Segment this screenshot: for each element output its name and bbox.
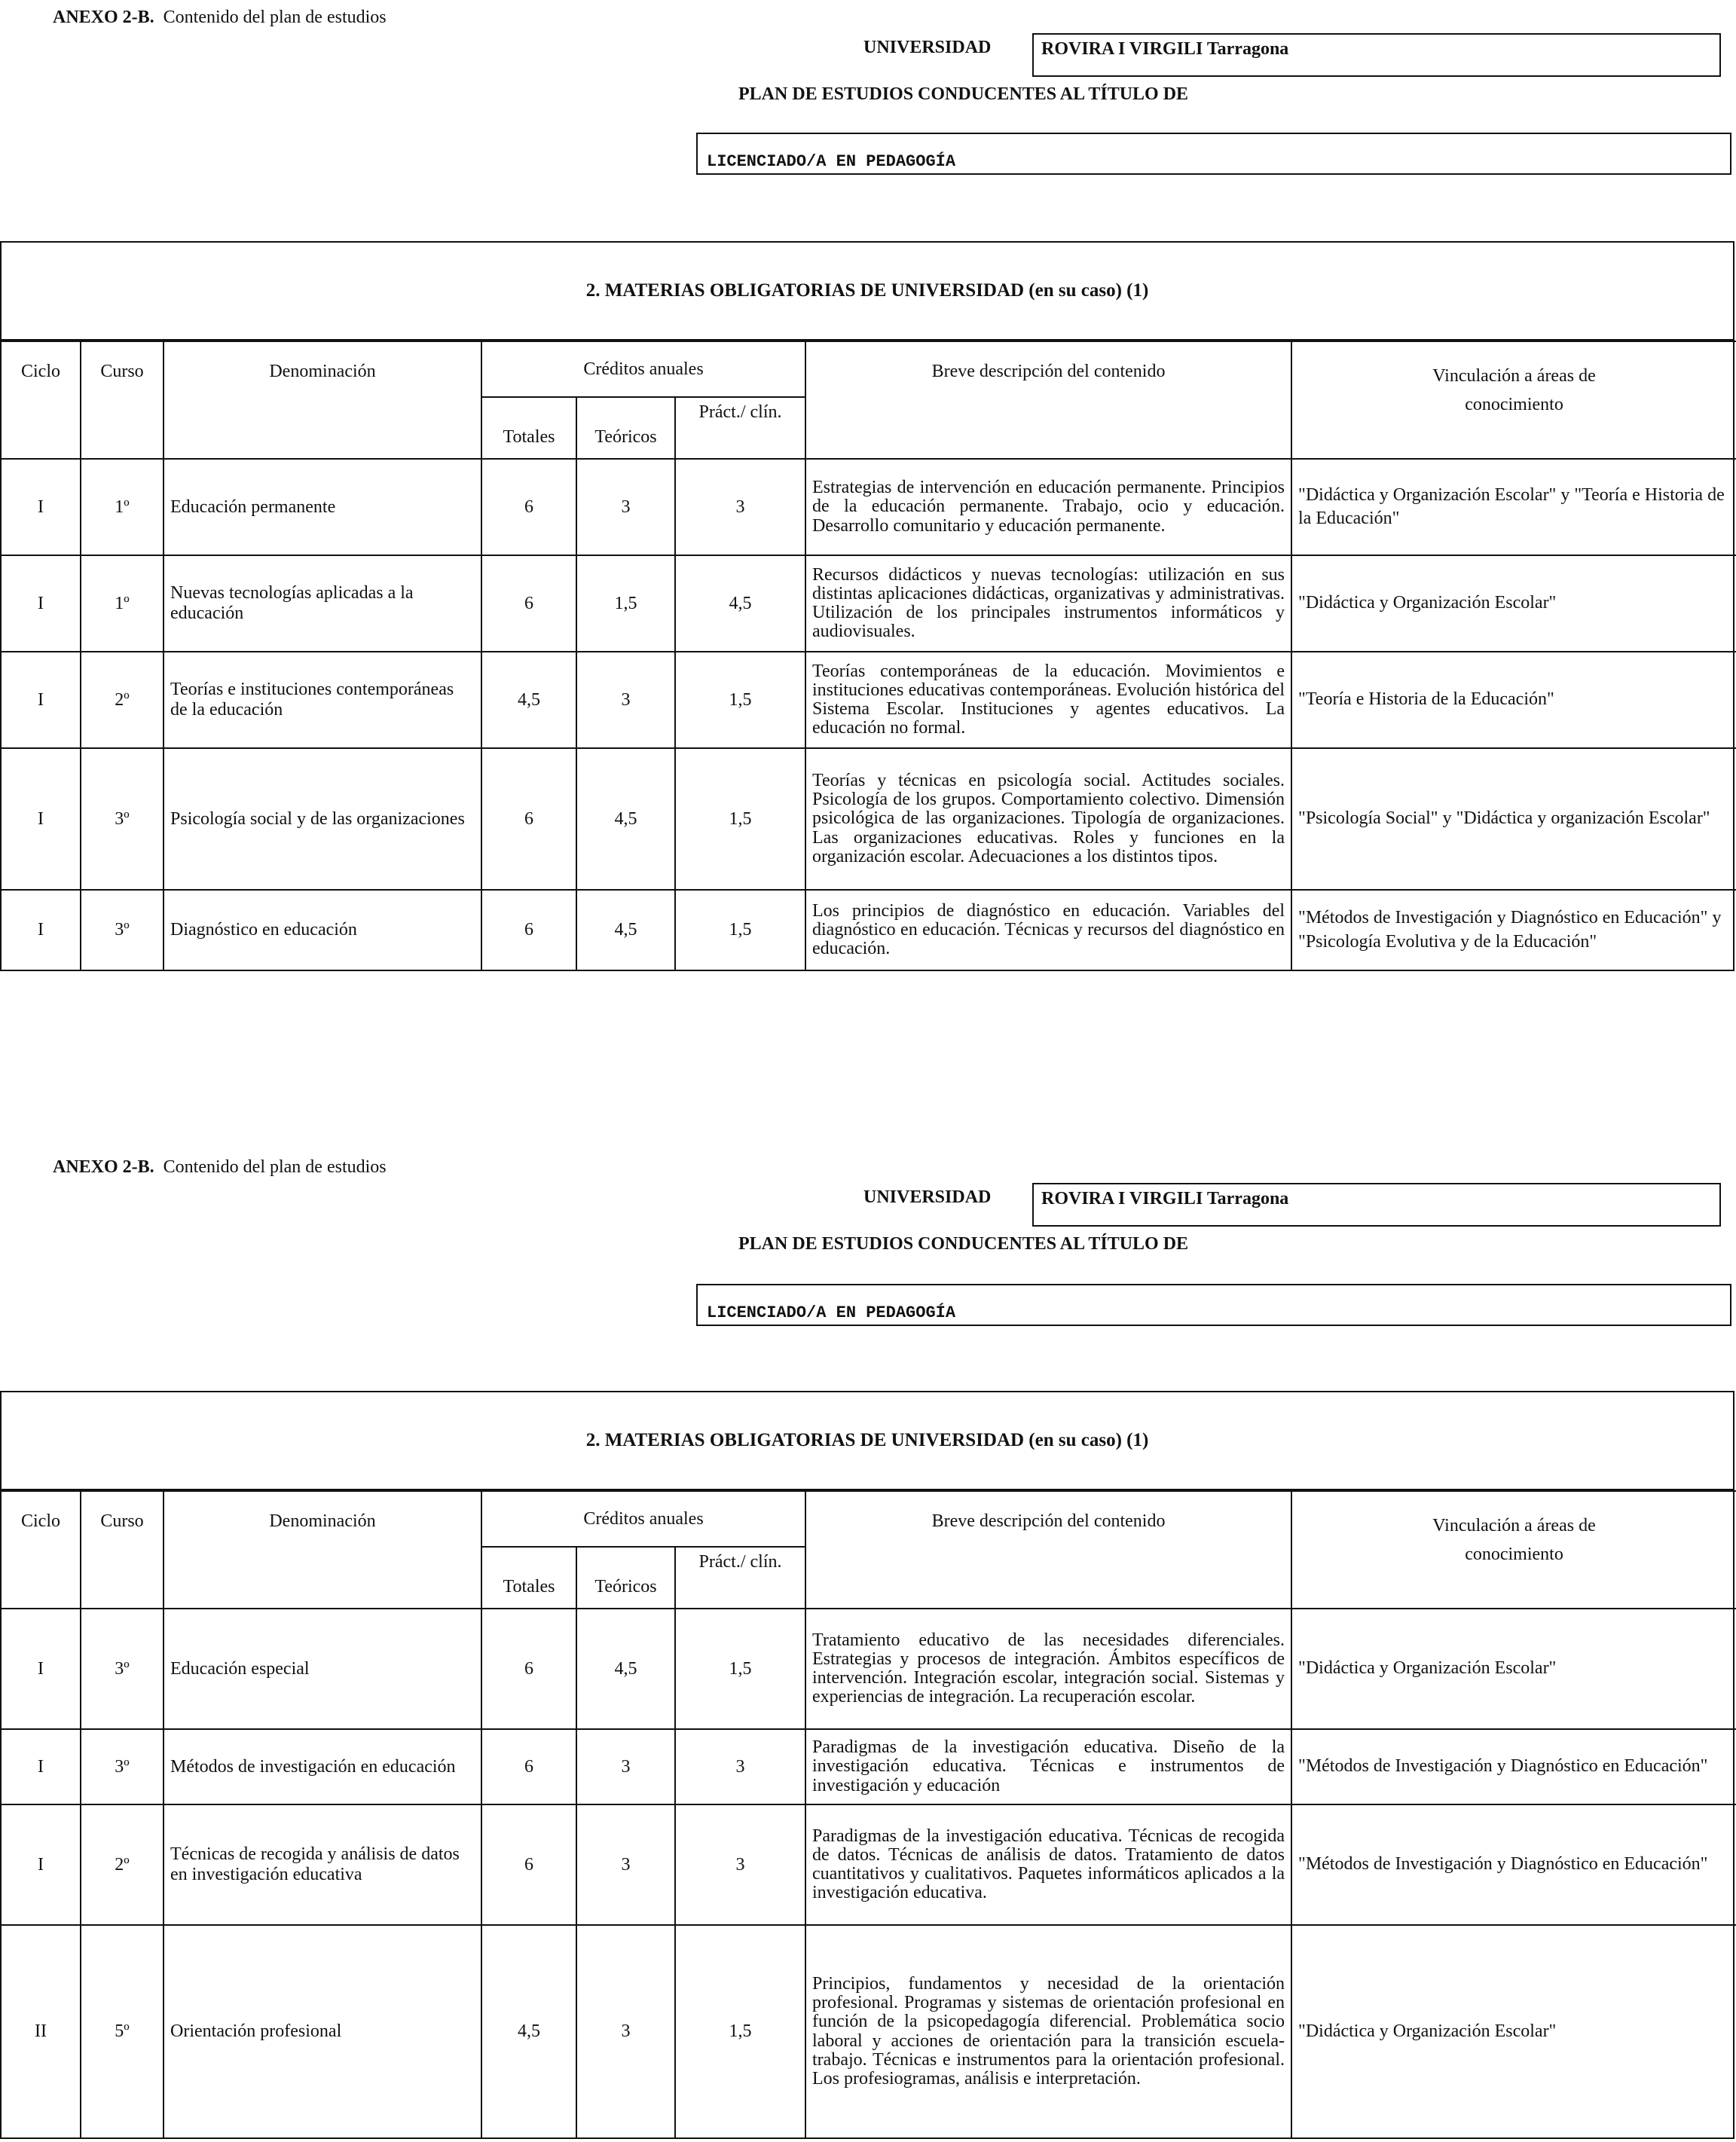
cell-descripcion: Recursos didácticos y nuevas tecnologías: utilización en sus distintas aplicaciones didácticas, organizativas y administrativas. Utilización de los principales instrumentos informáticos y audiovisuales. <box>805 555 1291 652</box>
col-curso: Curso <box>81 341 164 459</box>
cell-ciclo: I <box>2 1609 81 1729</box>
cell-practicos: 3 <box>675 1729 805 1804</box>
col-vinculacion-line2: conocimiento <box>1465 395 1563 415</box>
cell-totales: 6 <box>481 748 576 890</box>
table-row <box>2 652 1736 748</box>
cell-curso: 5º <box>81 1925 164 2137</box>
cell-descripcion: Estrategias de intervención en educación permanente. Principios de la educación permanente. Trabajo, ocio y educación. Desarrollo comunitario y educación permanente. <box>805 459 1291 555</box>
col-totales: Totales <box>481 397 576 459</box>
cell-denominacion: Teorías e instituciones contemporáneas de la educación <box>164 652 481 748</box>
annex-text: Contenido del plan de estudios <box>163 8 387 27</box>
col-ciclo: Ciclo <box>2 341 81 459</box>
annex-text: Contenido del plan de estudios <box>163 1157 387 1177</box>
cell-teoricos: 3 <box>576 1804 675 1925</box>
col-creditos: Créditos anuales <box>481 1491 805 1547</box>
cell-practicos: 1,5 <box>675 748 805 890</box>
col-practicos: Práct./ clín. <box>675 397 805 459</box>
cell-practicos: 1,5 <box>675 1609 805 1729</box>
cell-vinculacion: "Didáctica y Organización Escolar" y "Teoría e Historia de la Educación" <box>1291 459 1736 555</box>
cell-totales: 6 <box>481 459 576 555</box>
cell-teoricos: 3 <box>576 652 675 748</box>
cell-descripcion: Principios, fundamentos y necesidad de la orientación profesional. Programas y sistemas de orientación profesional en función de la psicopedagogía diferencial. Problemática socio laboral y acciones de orientación para la transición escuela-trabajo. Técnicas e instrumentos para la orientación profesional. Los profesiogramas, análisis e interpretación. <box>805 1925 1291 2137</box>
plan-label: PLAN DE ESTUDIOS CONDUCENTES AL TÍTULO DE <box>738 1234 1189 1254</box>
col-totales: Totales <box>481 1547 576 1609</box>
university-label: UNIVERSIDAD <box>863 38 992 57</box>
table-row <box>2 890 1736 970</box>
cell-vinculacion: "Didáctica y Organización Escolar" <box>1291 555 1736 652</box>
university-name-box: ROVIRA I VIRGILI Tarragona <box>1032 1183 1721 1227</box>
cell-descripcion: Teorías y técnicas en psicología social. Actitudes sociales. Psicología de los grupos. Comportamiento colectivo. Dimensión psicológica de las organizaciones. Tipología de organizaciones. Las organizaciones educativas. Roles y funciones en la organización escolar. Adecuaciones a los distintos tipos. <box>805 748 1291 890</box>
cell-vinculacion: "Métodos de Investigación y Diagnóstico en Educación" y "Psicología Evolutiva y de la Educación" <box>1291 890 1736 970</box>
annex-heading <box>53 8 387 28</box>
degree-title-box: LICENCIADO/A EN PEDAGOGÍA <box>696 133 1731 175</box>
cell-vinculacion: "Métodos de Investigación y Diagnóstico en Educación" <box>1291 1729 1736 1804</box>
cell-teoricos: 4,5 <box>576 1609 675 1729</box>
cell-curso: 1º <box>81 555 164 652</box>
cell-curso: 3º <box>81 890 164 970</box>
table-row <box>2 555 1736 652</box>
table-title: 2. MATERIAS OBLIGATORIAS DE UNIVERSIDAD (en su caso) (1) <box>2 1392 1733 1490</box>
cell-descripcion: Los principios de diagnóstico en educación. Variables del diagnóstico en educación. Técnicas y recursos del diagnóstico en educación. <box>805 890 1291 970</box>
table-row <box>2 1729 1736 1804</box>
col-ciclo: Ciclo <box>2 1491 81 1609</box>
col-teoricos: Teóricos <box>576 397 675 459</box>
cell-curso: 3º <box>81 748 164 890</box>
cell-ciclo: I <box>2 652 81 748</box>
cell-ciclo: I <box>2 1729 81 1804</box>
subjects-table-2 <box>0 1391 1734 2139</box>
cell-vinculacion: "Didáctica y Organización Escolar" <box>1291 1925 1736 2137</box>
cell-practicos: 3 <box>675 1804 805 1925</box>
cell-practicos: 1,5 <box>675 1925 805 2137</box>
cell-denominacion: Nuevas tecnologías aplicadas a la educación <box>164 555 481 652</box>
subjects-grid <box>2 1490 1736 2137</box>
cell-teoricos: 3 <box>576 1925 675 2137</box>
subjects-table-1 <box>0 241 1734 971</box>
col-denominacion: Denominación <box>164 1491 481 1609</box>
cell-vinculacion: "Teoría e Historia de la Educación" <box>1291 652 1736 748</box>
annex-label: ANEXO 2-B. <box>53 1157 154 1177</box>
cell-denominacion: Diagnóstico en educación <box>164 890 481 970</box>
annex-label: ANEXO 2-B. <box>53 8 154 27</box>
cell-teoricos: 1,5 <box>576 555 675 652</box>
col-vinculacion-line1: Vinculación a áreas de <box>1432 1516 1596 1535</box>
col-denominacion: Denominación <box>164 341 481 459</box>
cell-descripcion: Tratamiento educativo de las necesidades diferenciales. Estrategias y procesos de integración. Ámbitos específicos de intervención. Integración escolar, integración social. Sistemas y experiencias de integración. La recuperación escolar. <box>805 1609 1291 1729</box>
table-row <box>2 1804 1736 1925</box>
cell-ciclo: I <box>2 748 81 890</box>
cell-denominacion: Psicología social y de las organizaciones <box>164 748 481 890</box>
cell-curso: 1º <box>81 459 164 555</box>
university-name-box: ROVIRA I VIRGILI Tarragona <box>1032 33 1721 77</box>
cell-practicos: 1,5 <box>675 652 805 748</box>
cell-denominacion: Técnicas de recogida y análisis de datos en investigación educativa <box>164 1804 481 1925</box>
col-descripcion: Breve descripción del contenido <box>805 1491 1291 1609</box>
col-vinculacion-line1: Vinculación a áreas de <box>1432 366 1596 386</box>
col-vinculacion-line2: conocimiento <box>1465 1545 1563 1565</box>
degree-title-box: LICENCIADO/A EN PEDAGOGÍA <box>696 1284 1731 1326</box>
cell-ciclo: I <box>2 1804 81 1925</box>
cell-ciclo: I <box>2 555 81 652</box>
cell-curso: 2º <box>81 1804 164 1925</box>
subjects-grid <box>2 341 1736 970</box>
table-row <box>2 748 1736 890</box>
plan-label: PLAN DE ESTUDIOS CONDUCENTES AL TÍTULO DE <box>738 84 1189 104</box>
cell-denominacion: Métodos de investigación en educación <box>164 1729 481 1804</box>
cell-practicos: 4,5 <box>675 555 805 652</box>
col-descripcion: Breve descripción del contenido <box>805 341 1291 459</box>
annex-heading <box>53 1157 387 1178</box>
cell-descripcion: Paradigmas de la investigación educativa. Técnicas de recogida de datos. Técnicas de análisis de datos. Tratamiento de datos cuantitativos y cualitativos. Paquetes informáticos aplicados a la investigación educativa. <box>805 1804 1291 1925</box>
col-curso: Curso <box>81 1491 164 1609</box>
cell-teoricos: 4,5 <box>576 890 675 970</box>
cell-totales: 6 <box>481 890 576 970</box>
table-row <box>2 1609 1736 1729</box>
cell-curso: 3º <box>81 1609 164 1729</box>
col-creditos: Créditos anuales <box>481 341 805 397</box>
cell-denominacion: Orientación profesional <box>164 1925 481 2137</box>
cell-ciclo: II <box>2 1925 81 2137</box>
table-row <box>2 1925 1736 2137</box>
cell-totales: 6 <box>481 1609 576 1729</box>
cell-vinculacion: "Psicología Social" y "Didáctica y organización Escolar" <box>1291 748 1736 890</box>
cell-descripcion: Paradigmas de la investigación educativa. Diseño de la investigación educativa. Técnicas e instrumentos de investigación y educación <box>805 1729 1291 1804</box>
cell-teoricos: 3 <box>576 459 675 555</box>
cell-teoricos: 3 <box>576 1729 675 1804</box>
cell-denominacion: Educación especial <box>164 1609 481 1729</box>
cell-totales: 6 <box>481 1729 576 1804</box>
cell-totales: 6 <box>481 1804 576 1925</box>
col-vinculacion <box>1291 1491 1736 1609</box>
cell-teoricos: 4,5 <box>576 748 675 890</box>
cell-ciclo: I <box>2 890 81 970</box>
cell-practicos: 3 <box>675 459 805 555</box>
cell-ciclo: I <box>2 459 81 555</box>
cell-totales: 4,5 <box>481 652 576 748</box>
col-vinculacion <box>1291 341 1736 459</box>
cell-vinculacion: "Métodos de Investigación y Diagnóstico en Educación" <box>1291 1804 1736 1925</box>
col-teoricos: Teóricos <box>576 1547 675 1609</box>
col-practicos: Práct./ clín. <box>675 1547 805 1609</box>
cell-curso: 2º <box>81 652 164 748</box>
cell-totales: 4,5 <box>481 1925 576 2137</box>
cell-vinculacion: "Didáctica y Organización Escolar" <box>1291 1609 1736 1729</box>
table-row <box>2 459 1736 555</box>
table-title: 2. MATERIAS OBLIGATORIAS DE UNIVERSIDAD (en su caso) (1) <box>2 243 1733 341</box>
cell-totales: 6 <box>481 555 576 652</box>
cell-denominacion: Educación permanente <box>164 459 481 555</box>
cell-curso: 3º <box>81 1729 164 1804</box>
cell-descripcion: Teorías contemporáneas de la educación. Movimientos e instituciones educativas contemporáneas. Evolución histórica del Sistema Escolar. Instituciones y agentes educativos. La educación no formal. <box>805 652 1291 748</box>
university-label: UNIVERSIDAD <box>863 1187 992 1207</box>
cell-practicos: 1,5 <box>675 890 805 970</box>
